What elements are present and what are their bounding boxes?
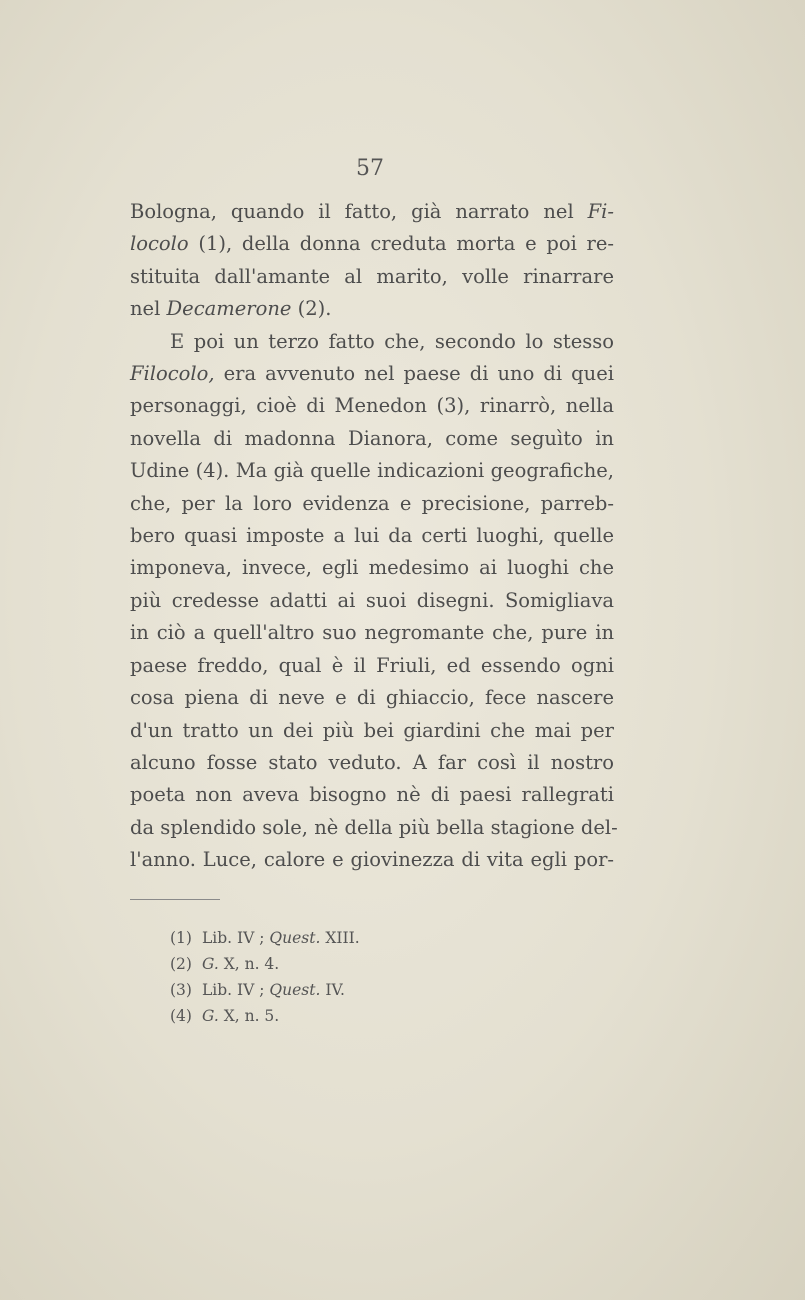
italic-text: Quest. [269, 929, 321, 947]
text-span: l'anno. Luce, calore e giovinezza di vita egli por- [130, 848, 614, 872]
text-line [130, 358, 614, 390]
text-span: era avvenuto nel paese di uno di quei [214, 362, 614, 386]
text-span: poeta non aveva bisogno nè di paesi rallegrati [130, 783, 614, 807]
italic-text: Decamerone [166, 297, 292, 321]
text-line [130, 293, 614, 325]
footnote [170, 925, 360, 951]
italic-text: G. [202, 955, 219, 973]
text-span: nel [130, 297, 167, 321]
footnote-number: (2) [170, 955, 192, 973]
text-line [130, 844, 614, 876]
footnote [170, 977, 360, 1003]
text-span: novella di madonna Dianora, come seguìto in [130, 426, 614, 450]
italic-text: locolo [130, 232, 189, 256]
text-line [130, 228, 614, 260]
text-span: più credesse adatti ai suoi disegni. Somigliava [130, 588, 614, 612]
text-span: IV. [320, 981, 345, 999]
body-text [130, 196, 618, 877]
footnote [170, 951, 360, 977]
text-span: personaggi, cioè di Menedon (3), rinarrò, nella [130, 394, 614, 418]
text-span: da splendido sole, nè della più bella stagione del- [130, 815, 618, 839]
text-line [130, 520, 614, 552]
footnote-number: (1) [170, 929, 192, 947]
text-span: X, n. 5. [218, 1007, 280, 1025]
text-span: bero quasi imposte a lui da certi luoghi, quelle [130, 524, 614, 548]
text-span: Udine (4). Ma già quelle indicazioni geografiche, [130, 459, 614, 483]
footnote-divider [130, 899, 220, 900]
text-line [130, 326, 614, 358]
text-line [130, 650, 614, 682]
text-span: imponeva, invece, egli medesimo ai luoghi che [130, 556, 614, 580]
text-span: alcuno fosse stato veduto. A far così il nostro [130, 750, 614, 774]
text-span: Lib. IV ; [202, 981, 270, 999]
footnote [170, 1003, 360, 1029]
text-line [130, 261, 614, 293]
text-line [130, 779, 614, 811]
text-span: E poi un terzo fatto che, secondo lo stesso [170, 329, 614, 353]
text-span: paese freddo, qual è il Friuli, ed essendo ogni [130, 653, 614, 677]
text-span: Lib. IV ; [202, 929, 270, 947]
text-span: Bologna, quando il fatto, già narrato nel [130, 200, 588, 223]
text-line [130, 455, 614, 487]
page-number: 57 [356, 156, 384, 181]
text-line [130, 196, 614, 228]
text-span: che, per la loro evidenza e precisione, parreb- [130, 491, 614, 515]
text-line [130, 488, 614, 520]
text-line [130, 552, 614, 584]
text-line [130, 747, 614, 779]
text-span: XIII. [320, 929, 360, 947]
text-line [130, 617, 614, 649]
footnotes [170, 925, 360, 1029]
footnote-number: (4) [170, 1007, 192, 1025]
text-span: X, n. 4. [218, 955, 280, 973]
text-line [130, 812, 618, 844]
italic-text: G. [202, 1007, 219, 1025]
italic-text: Quest. [269, 981, 321, 999]
italic-text: Filocolo, [130, 362, 215, 386]
text-line [130, 390, 614, 422]
text-span: stituita dall'amante al marito, volle rinarrare [130, 264, 614, 288]
text-span: (1), della donna creduta morta e poi re- [188, 232, 614, 256]
text-line [130, 715, 614, 747]
text-span: d'un tratto un dei più bei giardini che mai per [130, 718, 614, 742]
text-span: cosa piena di neve e di ghiaccio, fece nascere [130, 686, 614, 710]
text-span: (2). [291, 297, 332, 321]
footnote-number: (3) [170, 981, 192, 999]
text-line [130, 585, 614, 617]
text-line [130, 423, 614, 455]
text-span: in ciò a quell'altro suo negromante che, pure in [130, 621, 614, 645]
text-line [130, 682, 614, 714]
italic-text: Fi- [587, 200, 614, 223]
